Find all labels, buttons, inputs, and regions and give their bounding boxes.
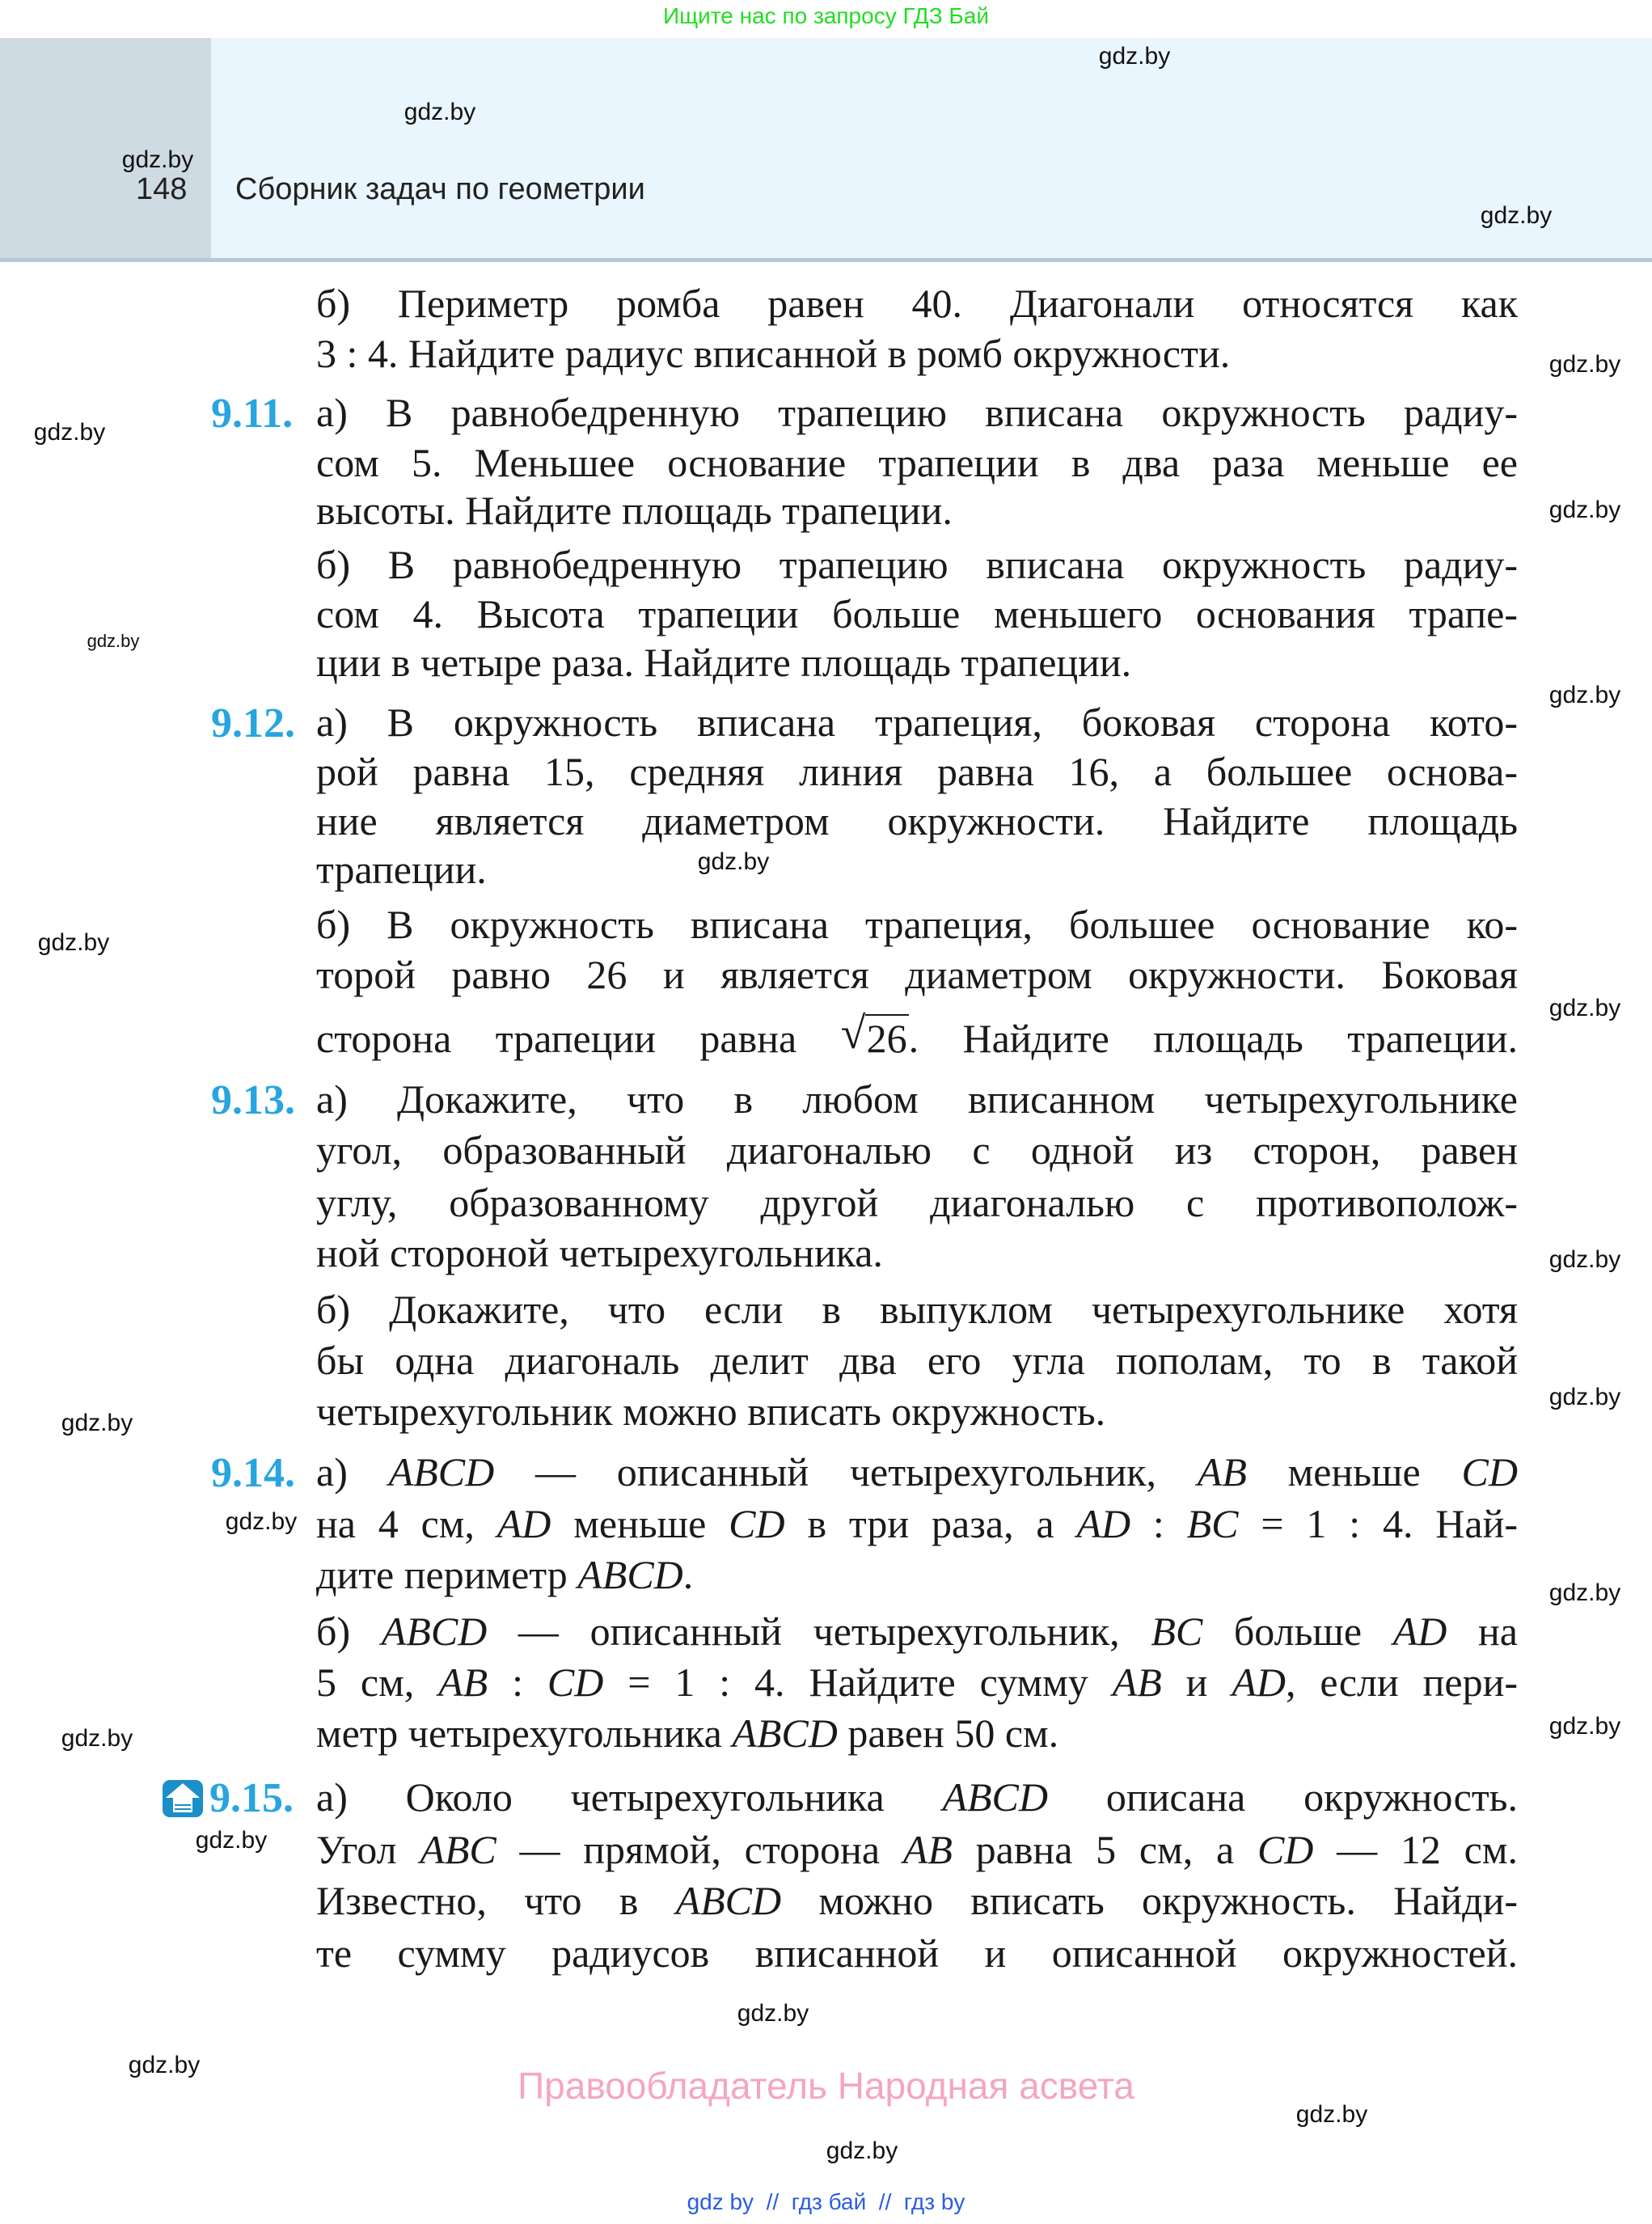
watermark: gdz.by	[61, 1410, 133, 1436]
watermark: gdz.by	[33, 419, 106, 446]
problem-number: 9.12.	[211, 700, 295, 746]
watermark: gdz.by	[1548, 497, 1621, 523]
watermark: gdz.by	[697, 848, 770, 875]
text-line: а) В равнобедренную трапецию вписана окружность радиу-	[316, 390, 1518, 435]
watermark: gdz.by	[195, 1827, 268, 1854]
watermark: gdz.by	[403, 99, 476, 125]
text-line: рой равна 15, средняя линия равна 16, а большее основа-	[316, 749, 1518, 794]
math-variable: AD	[1232, 1660, 1286, 1705]
text-line: высоты. Найдите площадь трапеции.	[316, 488, 953, 533]
watermark: gdz.by	[121, 146, 194, 173]
text-line: а) В окружность вписана трапеция, боковая сторона кото-	[316, 700, 1518, 745]
text-line: а) Докажите, что в любом вписанном четырехугольнике	[316, 1076, 1518, 1122]
math-variable: AB	[438, 1660, 488, 1705]
math-variable: AD	[1076, 1501, 1131, 1546]
math-variable: ABCD	[388, 1449, 495, 1495]
watermark: gdz.by	[1548, 1579, 1621, 1606]
text-line: а) Около четырехугольника ABCD описана окружность.	[316, 1774, 1518, 1820]
text-line: Известно, что в ABCD можно вписать окружность. Найди-	[316, 1878, 1518, 1923]
page-header	[0, 38, 1652, 262]
text-line: б) Периметр ромба равен 40. Диагонали относятся как	[316, 281, 1518, 326]
watermark: gdz.by	[1480, 202, 1553, 229]
watermark: gdz.by	[1548, 1713, 1621, 1740]
watermark: gdz.by	[1548, 682, 1621, 708]
math-variable: CD	[1461, 1449, 1518, 1495]
square-root	[840, 1008, 909, 1063]
text-line: ние является диаметром окружности. Найдите площадь	[316, 798, 1518, 844]
text-line: те сумму радиусов вписанной и описанной окружностей.	[316, 1930, 1518, 1976]
watermark: gdz.by	[1295, 2101, 1368, 2128]
text-line: метр четырехугольника ABCD равен 50 см.	[316, 1710, 1059, 1756]
watermark: gdz.by	[128, 2052, 201, 2078]
math-variable: ABCD	[381, 1609, 488, 1654]
watermark: gdz.by	[826, 2137, 898, 2164]
text-line: сторона трапеции равна √ 26. Найдите площадь трапеции.	[316, 1008, 1518, 1061]
math-variable: CD	[547, 1660, 604, 1705]
radicand: 26	[866, 1016, 907, 1061]
text-line: дите периметр ABCD.	[316, 1552, 694, 1597]
footer-links[interactable]: gdz by // гдз бай // гдз by	[687, 2189, 965, 2214]
text-line: ции в четыре раза. Найдите площадь трапеции.	[316, 640, 1132, 685]
watermark: gdz.by	[87, 631, 140, 651]
watermark: gdz.by	[1098, 43, 1171, 70]
text-line: четырехугольник можно вписать окружность.	[316, 1389, 1106, 1434]
watermark: gdz.by	[1548, 995, 1621, 1021]
text-line: сом 5. Меньшее основание трапеции в два раза меньше ее	[316, 440, 1518, 485]
watermark: gdz.by	[1548, 351, 1621, 378]
text-line: трапеции.	[316, 847, 487, 892]
text-line: б) ABCD — описанный четырехугольник, BC больше AD на	[316, 1609, 1518, 1654]
math-variable: ABCD	[675, 1878, 782, 1923]
search-hint: Ищите нас по запросу ГДЗ Бай	[662, 3, 990, 28]
math-variable: ABCD	[942, 1774, 1049, 1820]
math-variable: ABC	[420, 1827, 496, 1872]
math-variable: AB	[902, 1827, 953, 1872]
watermark: gdz.by	[1548, 1246, 1621, 1273]
text-line: 5 см, AB : CD = 1 : 4. Найдите сумму AB и AD, если пери-	[316, 1660, 1518, 1705]
watermark: gdz.by	[225, 1508, 298, 1535]
math-variable: AD	[496, 1501, 551, 1546]
watermark: gdz.by	[1548, 1384, 1621, 1410]
math-variable: AD	[1392, 1609, 1447, 1654]
book-title: Сборник задач по геометрии	[235, 172, 645, 206]
text-line: б) В равнобедренную трапецию вписана окружность радиу-	[316, 542, 1518, 587]
text-line: сом 4. Высота трапеции больше меньшего основания трапе-	[316, 591, 1518, 636]
text-line: 3 : 4. Найдите радиус вписанной в ромб окружности.	[316, 331, 1231, 376]
text-line: углу, образованному другой диагональю с противополож-	[316, 1180, 1518, 1225]
math-variable: BC	[1151, 1609, 1203, 1654]
math-variable: ABCD	[732, 1710, 838, 1756]
text-line: б) Докажите, что если в выпуклом четырехугольнике хотя	[316, 1287, 1518, 1332]
text-line: на 4 см, AD меньше CD в три раза, а AD : BC = 1 : 4. Най-	[316, 1501, 1518, 1546]
text-line: бы одна диагональ делит два его угла пополам, то в такой	[316, 1338, 1518, 1383]
radical-sign-icon: √	[840, 1008, 866, 1059]
watermark: gdz.by	[61, 1725, 133, 1752]
watermark: gdz.by	[37, 929, 110, 956]
text-line: Угол ABC — прямой, сторона AB равна 5 см, а CD — 12 см.	[316, 1827, 1519, 1872]
problem-number: 9.13.	[211, 1077, 295, 1123]
text-line: угол, образованный диагональю с одной из сторон, равен	[316, 1127, 1518, 1173]
page-number: 148	[136, 172, 188, 206]
watermark: gdz.by	[737, 2000, 809, 2027]
text-line: а) ABCD — описанный четырехугольник, AB меньше CD	[316, 1449, 1518, 1495]
text-line: б) В окружность вписана трапеция, большее основание ко-	[316, 902, 1518, 947]
math-variable: AB	[1112, 1660, 1162, 1705]
problem-number: 9.11.	[211, 391, 294, 437]
math-variable: CD	[729, 1501, 785, 1546]
math-variable: CD	[1257, 1827, 1314, 1872]
text-line: торой равно 26 и является диаметром окружности. Боковая	[316, 952, 1518, 997]
problem-number: 9.15.	[209, 1775, 294, 1821]
copyright-notice: Правообладатель Народная асвета	[518, 2065, 1134, 2107]
math-variable: AB	[1197, 1449, 1247, 1495]
problem-number: 9.14.	[211, 1450, 295, 1496]
house-arrow-up-icon	[163, 1780, 203, 1817]
text-line: ной стороной четырехугольника.	[316, 1230, 883, 1275]
math-variable: ABCD	[577, 1552, 683, 1597]
math-variable: BC	[1186, 1501, 1239, 1546]
